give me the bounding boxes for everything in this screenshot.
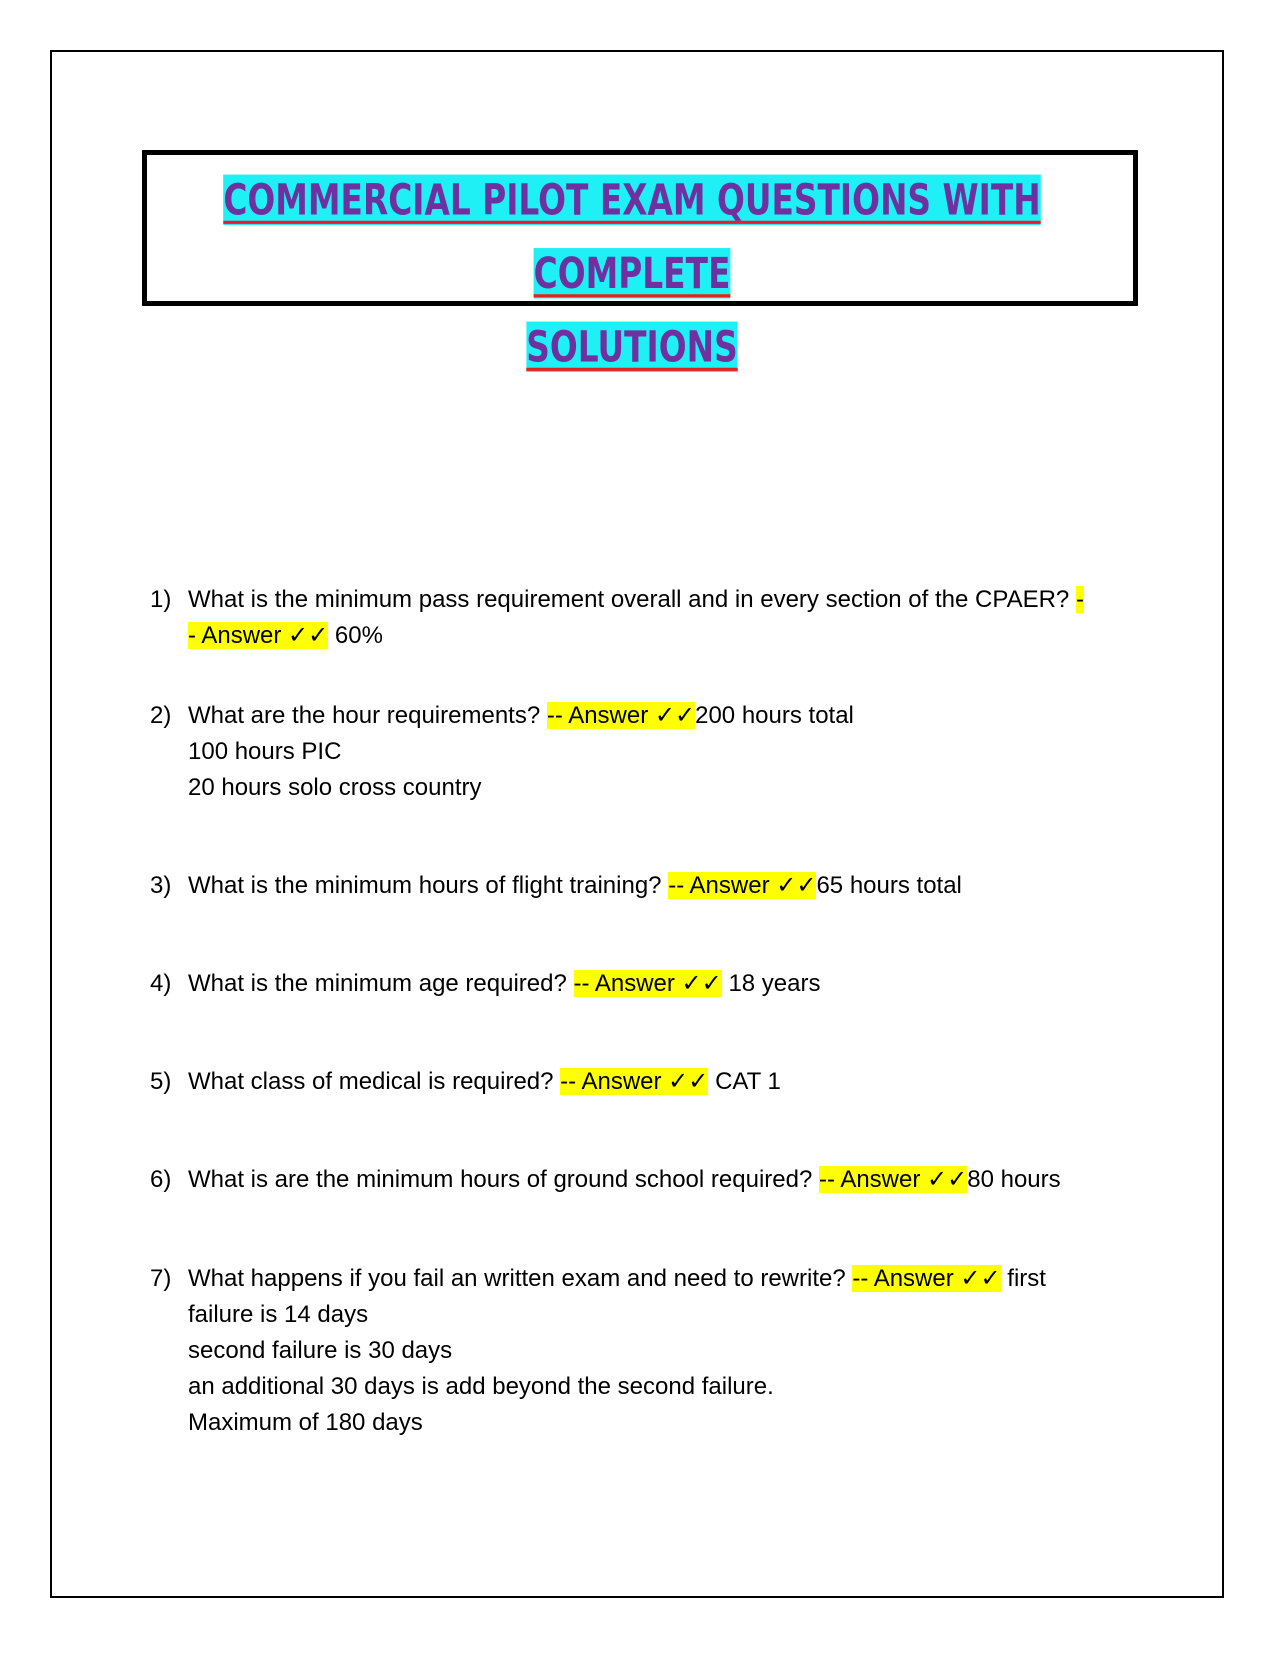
answer-marker: -- Answer ✓✓: [546, 702, 696, 729]
question-text: What is the minimum hours of flight training?: [188, 872, 662, 899]
answer-marker: -- Answer ✓✓: [818, 1166, 968, 1193]
question-number: 7): [150, 1265, 172, 1292]
answer-marker: -- Answer ✓✓: [668, 872, 817, 899]
answer-marker: -- Answer ✓✓: [560, 1068, 709, 1095]
question-text: What class of medical is required?: [188, 1068, 554, 1095]
answer-text: 200 hours total: [695, 702, 854, 729]
answer-text: 80 hours: [967, 1166, 1061, 1193]
answer-text: Maximum of 180 days: [188, 1409, 423, 1436]
question-text: What is the minimum age required?: [188, 970, 567, 997]
answer-text: failure is 14 days: [188, 1301, 369, 1328]
question-item-7: [150, 1261, 1130, 1441]
answer-text: 60%: [334, 622, 383, 649]
question-number: 4): [150, 970, 172, 997]
question-number: 3): [150, 872, 172, 899]
question-item-6: [150, 1162, 1130, 1198]
question-text: What are the hour requirements?: [188, 702, 541, 729]
answer-text: first: [1007, 1265, 1046, 1292]
answer-text: second failure is 30 days: [188, 1337, 453, 1364]
question-number: 2): [150, 702, 172, 729]
answer-marker: - Answer ✓✓: [188, 622, 329, 649]
question-number: 6): [150, 1166, 172, 1193]
question-item-4: [150, 966, 1130, 1002]
answer-text: 100 hours PIC: [188, 738, 342, 765]
answer-text: 18 years: [728, 970, 821, 997]
document-title: [160, 163, 1104, 384]
question-item-2: [150, 698, 1130, 806]
question-number: 5): [150, 1068, 172, 1095]
question-text: What happens if you fail an written exam and need to rewrite?: [188, 1265, 846, 1292]
question-number: 1): [150, 586, 172, 613]
answer-text: 65 hours total: [816, 872, 962, 899]
answer-marker: -- Answer ✓✓: [852, 1265, 1001, 1292]
question-text: What is are the minimum hours of ground school required?: [188, 1166, 813, 1193]
question-item-5: [150, 1064, 1130, 1100]
title-line-1: COMMERCIAL PILOT EXAM QUESTIONS WITH COMPLETE: [223, 174, 1041, 299]
question-item-3: [150, 868, 1130, 904]
question-text: What is the minimum pass requirement overall and in every section of the CPAER?: [188, 586, 1070, 613]
answer-text: an additional 30 days is add beyond the second failure.: [188, 1373, 774, 1400]
answer-text: CAT 1: [715, 1068, 781, 1095]
title-line-2: SOLUTIONS: [526, 321, 738, 372]
answer-marker: -- Answer ✓✓: [573, 970, 722, 997]
answer-text: 20 hours solo cross country: [188, 774, 482, 801]
answer-marker: -: [1075, 586, 1084, 613]
question-item-1: [150, 582, 1130, 654]
title-box: [142, 150, 1138, 372]
